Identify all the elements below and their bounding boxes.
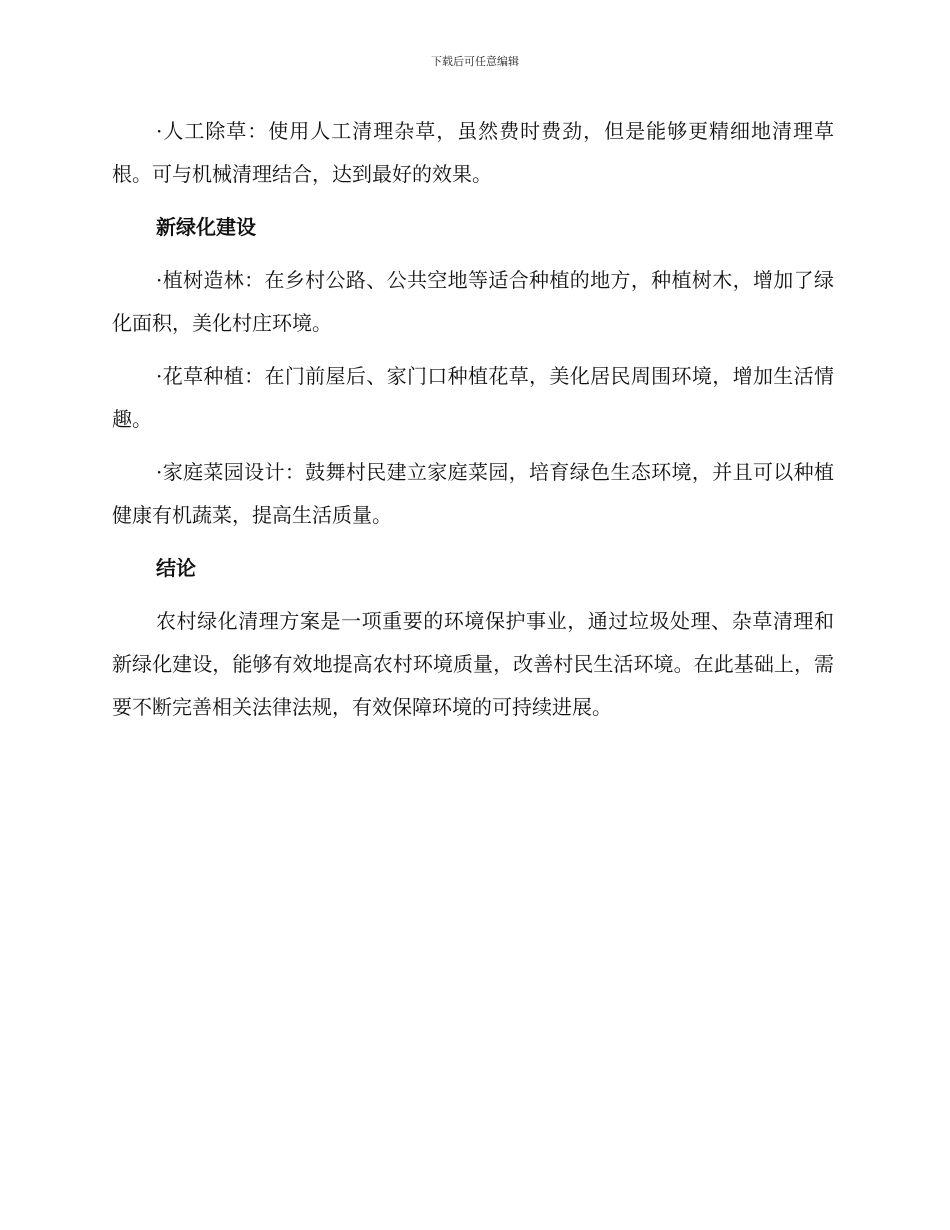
section-heading-conclusion: 结论 bbox=[156, 556, 196, 580]
paragraph-tree-planting: ·植树造林：在乡村公路、公共空地等适合种植的地方，种植树木，增加了绿化面积，美化村庄环境。 bbox=[112, 268, 834, 335]
section-heading-new-greening: 新绿化建设 bbox=[156, 215, 256, 239]
paragraph-flower-planting: ·花草种植：在门前屋后、家门口种植花草，美化居民周围环境，增加生活情趣。 bbox=[112, 364, 834, 431]
document-body bbox=[112, 110, 834, 739]
page-header: 下载后可任意编辑 bbox=[431, 55, 519, 68]
paragraph-conclusion: 农村绿化清理方案是一项重要的环境保护事业，通过垃圾处理、杂草清理和新绿化建设，能够有效地提高农村环境质量，改善村民生活环境。在此基础上，需要不断完善相关法律法规，有效保障环境的可持续进展。 bbox=[112, 609, 834, 719]
paragraph-home-garden: ·家庭菜园设计：鼓舞村民建立家庭菜园，培育绿色生态环境，并且可以种植健康有机蔬菜，提高生活质量。 bbox=[112, 460, 834, 527]
paragraph-manual-weeding: ·人工除草：使用人工清理杂草，虽然费时费劲，但是能够更精细地清理草根。可与机械清理结合，达到最好的效果。 bbox=[112, 119, 834, 186]
